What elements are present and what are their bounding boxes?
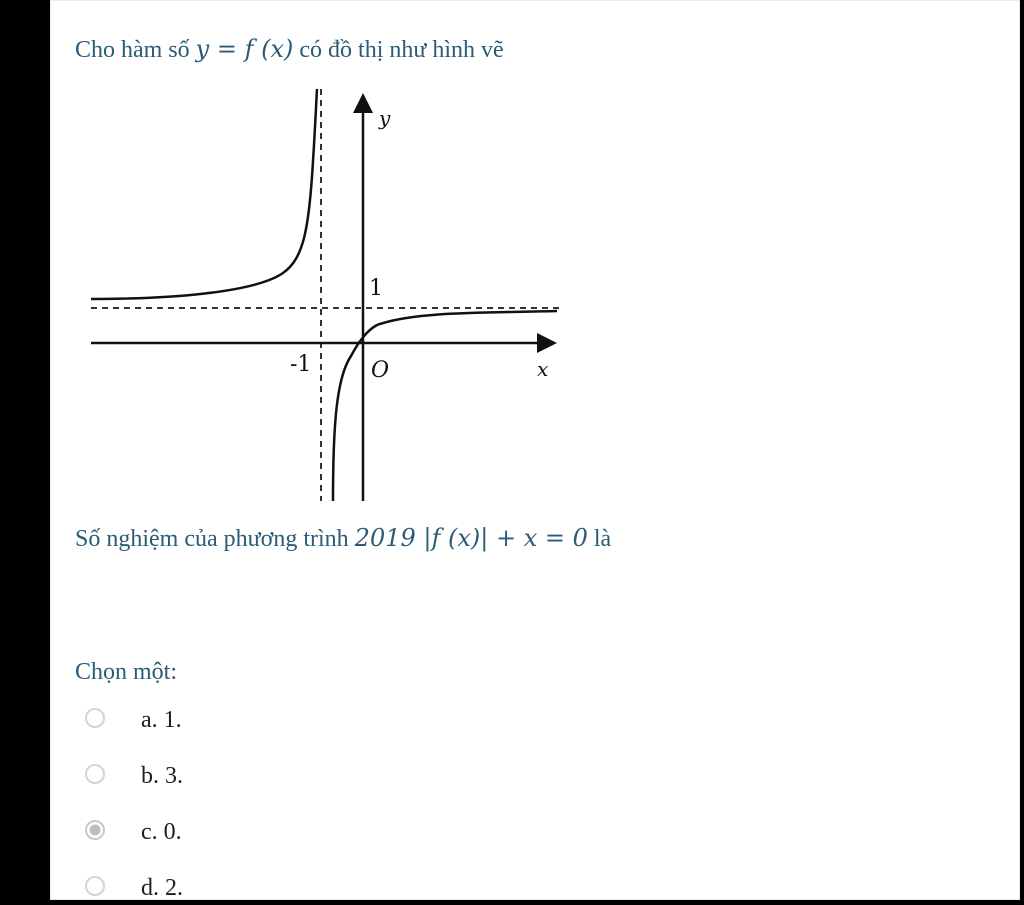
option-label: b. 3.: [141, 763, 183, 789]
radio-button[interactable]: [85, 708, 105, 728]
radio-button[interactable]: [85, 764, 105, 784]
function-graph: [87, 81, 567, 506]
radio-button[interactable]: [85, 876, 105, 896]
question-card: [50, 0, 1020, 900]
equation-prefix: Số nghiệm của phương trình: [75, 526, 349, 552]
prompt-function: y = f (x): [195, 35, 294, 63]
horizontal-asymptote-label: 1: [369, 276, 383, 301]
question-prompt: [75, 37, 504, 62]
option-label: d. 2.: [141, 875, 183, 901]
option-label: c. 0.: [141, 819, 182, 845]
x-axis-label: x: [537, 357, 549, 381]
option-a[interactable]: [85, 703, 265, 737]
equation-suffix: là: [593, 526, 612, 552]
option-b[interactable]: [85, 759, 265, 793]
option-c[interactable]: [85, 815, 265, 849]
equation: 2019 |f (x)| + x = 0: [354, 524, 588, 552]
vertical-asymptote-label: -1: [290, 352, 312, 377]
prompt-suffix: có đồ thị như hình vẽ: [299, 37, 504, 63]
origin-label: O: [371, 358, 390, 383]
y-axis-label: y: [379, 106, 391, 130]
left-branch-curve: [91, 89, 317, 299]
right-branch-curve: [333, 311, 557, 501]
prompt-prefix: Cho hàm số: [75, 37, 190, 63]
choose-label: Chọn một:: [75, 659, 178, 685]
radio-button[interactable]: [85, 820, 105, 840]
option-label: a. 1.: [141, 707, 182, 733]
question-equation: [75, 526, 611, 551]
